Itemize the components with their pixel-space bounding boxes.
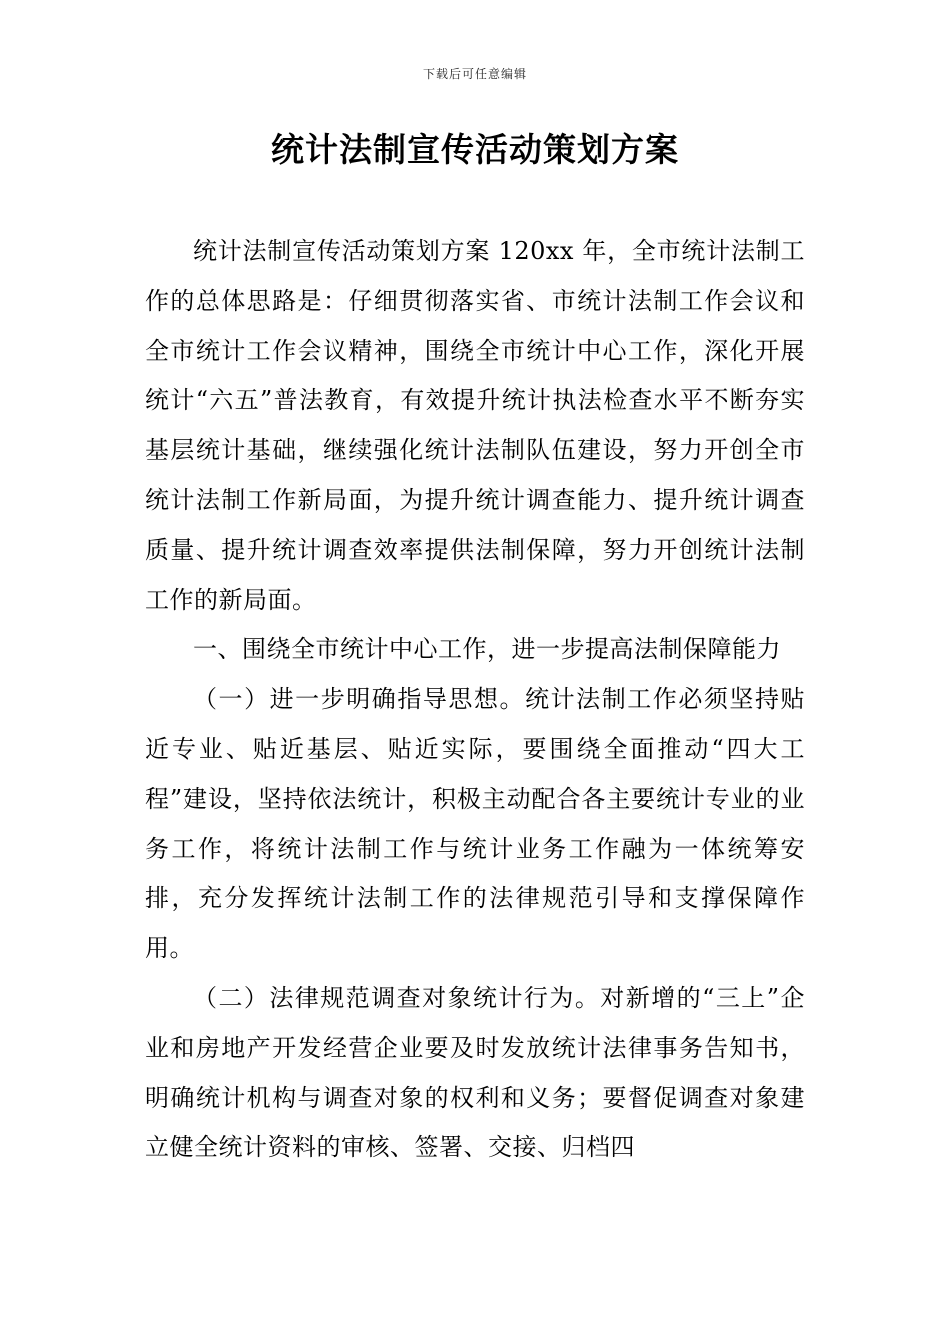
paragraph-subsection-2: （二）法律规范调查对象统计行为。对新增的“三上”企业和房地产开发经营企业要及时发放统计法律事务告知书，明确统计机构与调查对象的权利和义务；要督促调查对象建立健全统计资料的审核、签署、交接、归档四: [145, 983, 805, 1162]
section-heading-1: 一、围绕全市统计中心工作，进一步提高法制保障能力: [193, 635, 781, 664]
paragraph-subsection-1: （一）进一步明确指导思想。统计法制工作必须坚持贴近专业、贴近基层、贴近实际，要围绕全面推动“四大工程”建设，坚持依法统计，积极主动配合各主要统计专业的业务工作，将统计法制工作与统计业务工作融为一体统筹安排，充分发挥统计法制工作的法律规范引导和支撑保障作用。: [145, 685, 805, 963]
document-title: 统计法制宣传活动策划方案: [271, 130, 679, 169]
document-body: [145, 227, 805, 1173]
header-note: 下载后可任意编辑: [422, 67, 527, 81]
paragraph-intro: 统计法制宣传活动策划方案 120xx 年，全市统计法制工作的总体思路是：仔细贯彻落实省、市统计法制工作会议和全市统计工作会议精神，围绕全市统计中心工作，深化开展统计“六五”普法教育，有效提升统计执法检查水平不断夯实基层统计基础，继续强化统计法制队伍建设，努力开创全市统计法制工作新局面，为提升统计调查能力、提升统计调查质量、提升统计调查效率提供法制保障，努力开创统计法制工作的新局面。: [145, 237, 805, 614]
